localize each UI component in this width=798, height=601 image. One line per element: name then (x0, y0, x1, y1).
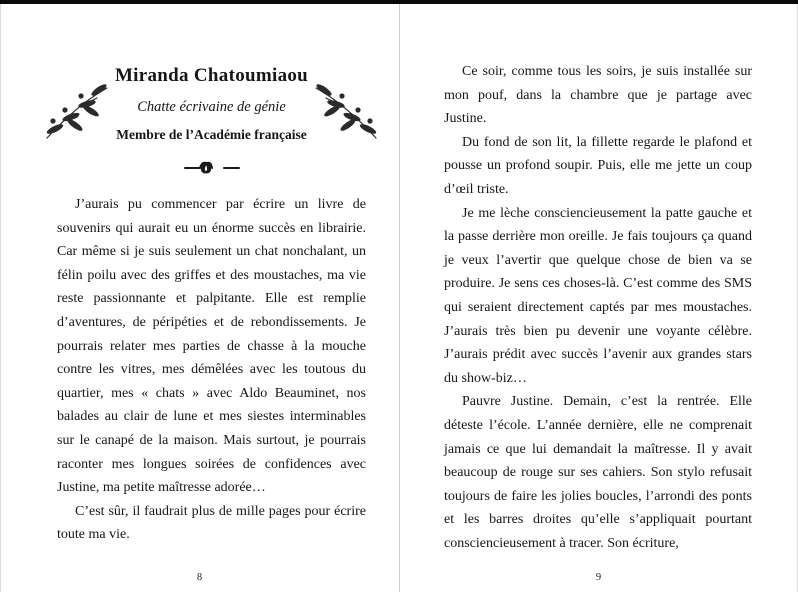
paragraph: J’aurais pu commencer par écrire un livre de souvenirs qui aurait eu un énorme succès en librairie. Car même si je suis seulement un chat nonchalant, un félin poilu avec des griffes et des moustaches, ma vie reste passionnante et palpitante. Elle est remplie d’aventures, de péripéties et de rebondissements. Je pourrais relater mes parties de chasse à la mouche contre les vitres, mes démêlées avec les toutous du quartier, mes « chats » avec Aldo Beauminet, nos balades au clair de lune et mes siestes interminables sur le canapé de la maison. Mais surtout, je pourrais raconter mes longues soirées de confidences avec Justine, ma petite maîtresse adorée… (57, 197, 366, 496)
right-page-body (444, 60, 752, 555)
page-number-right: 9 (595, 572, 602, 583)
paragraph: Pauvre Justine. Demain, c’est la rentrée. Elle déteste l’école. L’année dernière, elle ne comprenait jamais ce que lui demandait la maîtresse. Il y avait beaucoup de rouge sur ses cahiers. Son stylo refusait toujours de faire les jolies boucles, l’arrondi des ponts et les barres droites qu’elle s’appliquait pourtant consciencieusement à tracer. Son écriture, (444, 394, 752, 551)
chapter-header (57, 64, 366, 176)
chapter-subtitle: Chatte écrivaine de génie (137, 99, 286, 115)
page-left (0, 4, 399, 592)
page-right (399, 4, 798, 592)
divider-ornament-icon (57, 160, 366, 176)
left-page-body (57, 193, 366, 547)
paragraph: C’est sûr, il faudrait plus de mille pages pour écrire toute ma vie. (57, 503, 366, 543)
olive-branch-left-icon (41, 84, 111, 142)
chapter-affiliation: Membre de l’Académie française (116, 127, 307, 142)
chapter-title: Miranda Chatoumiaou (114, 65, 309, 86)
paragraph: Ce soir, comme tous les soirs, je suis installée sur mon pouf, dans la chambre que je partage avec Justine. (444, 64, 752, 127)
page-number-left: 8 (196, 572, 203, 583)
olive-branch-right-icon (312, 84, 382, 142)
paragraph: Je me lèche consciencieusement la patte gauche et la passe derrière mon oreille. Je fais toujours ça quand je veux l’avertir que quelque chose de bien va se produire. Je sens ces choses-là. C’est comme des SMS qui seraient directement captés par mes moustaches. J’aurais très bien pu devenir une voyante célèbre. J’aurais prédit avec succès l’avenir aux grandes stars du show-biz… (444, 205, 752, 386)
paragraph: Du fond de son lit, la fillette regarde le plafond et pousse un profond soupir. Puis, elle me jette un coup d’œil triste. (444, 134, 752, 197)
